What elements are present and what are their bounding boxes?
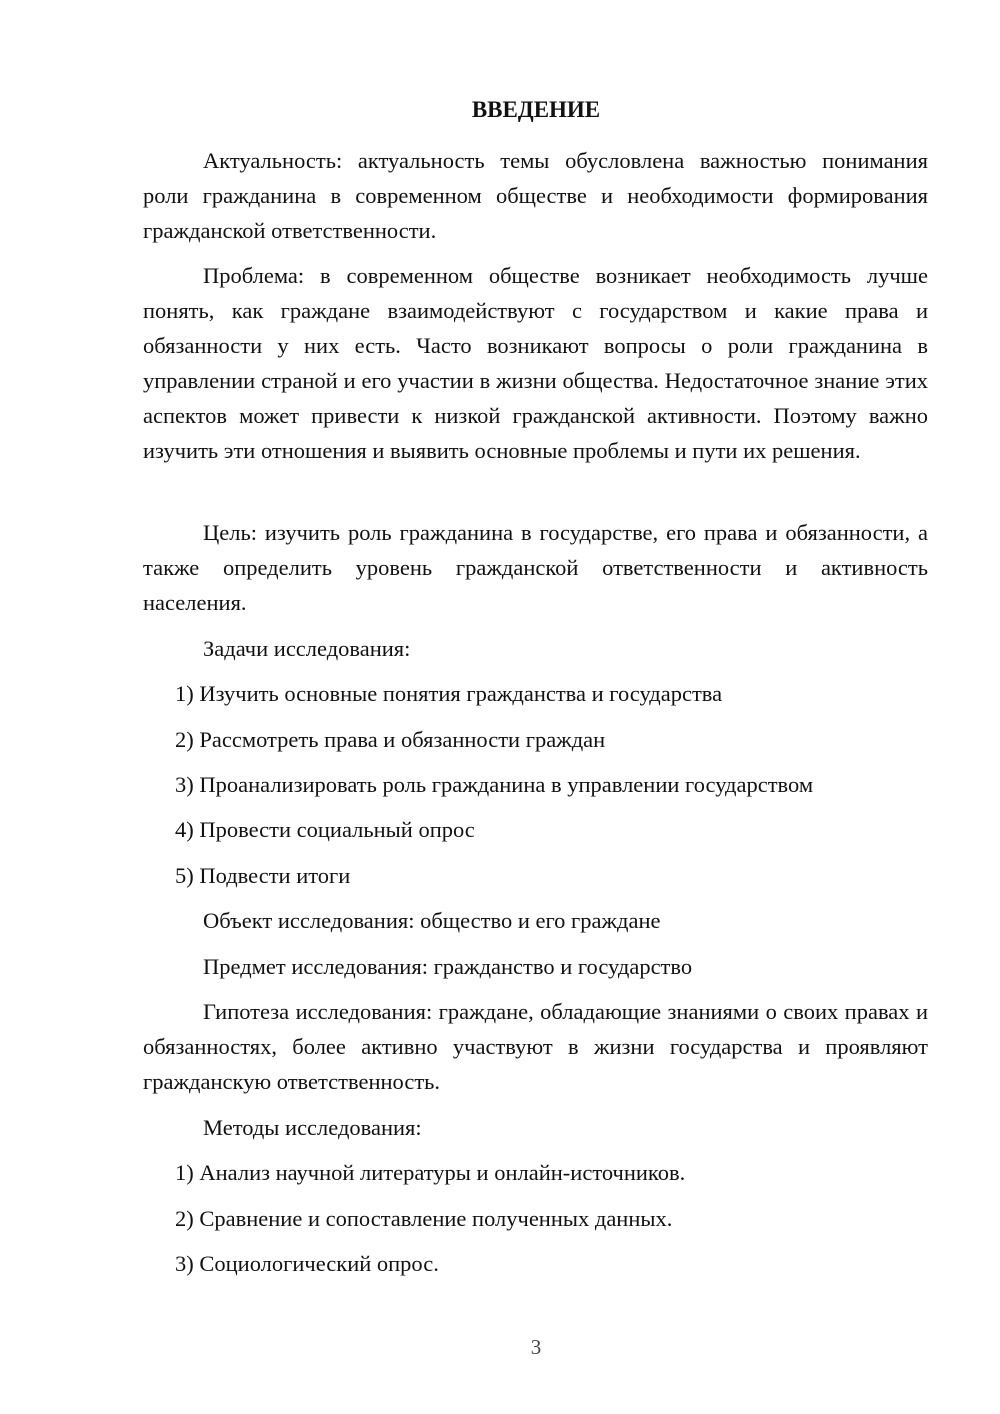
task-item: 2) Рассмотреть права и обязанности граждан [175, 727, 606, 752]
method-item: 2) Сравнение и сопоставление полученных данных. [175, 1206, 673, 1231]
page-number: 3 [530, 1335, 542, 1359]
task-item: 3) Проанализировать роль гражданина в управлении государством [175, 772, 814, 797]
relevance-paragraph: Актуальность: актуальность темы обусловлена важностью понимания роли гражданина в современном обществе и необходимости формирования гражданской ответственности. [143, 148, 928, 243]
task-item: 5) Подвести итоги [175, 863, 351, 888]
research-object: Объект исследования: общество и его граждане [203, 908, 661, 933]
page-title: ВВЕДЕНИЕ [471, 97, 601, 122]
method-item: 1) Анализ научной литературы и онлайн-источников. [175, 1160, 686, 1185]
task-item: 4) Провести социальный опрос [175, 817, 475, 842]
hypothesis-paragraph: Гипотеза исследования: граждане, обладающие знаниями о своих правах и обязанностях, более активно участвуют в жизни государства и проявляют гражданскую ответственность. [143, 999, 928, 1094]
research-subject: Предмет исследования: гражданство и государство [203, 954, 693, 979]
task-item: 1) Изучить основные понятия гражданства и государства [175, 681, 723, 706]
tasks-heading: Задачи исследования: [203, 636, 411, 661]
goal-paragraph: Цель: изучить роль гражданина в государстве, его права и обязанности, а также определить уровень гражданской ответственности и активность населения. [143, 520, 928, 615]
methods-heading: Методы исследования: [203, 1115, 422, 1140]
method-item: 3) Социологический опрос. [175, 1251, 439, 1276]
problem-paragraph: Проблема: в современном обществе возникает необходимость лучше понять, как граждане взаимодействуют с государством и какие права и обязанности у них есть. Часто возникают вопросы о роли гражданина в управлении страной и его участии в жизни общества. Недостаточное знание этих аспектов может привести к низкой гражданской активности. Поэтому важно изучить эти отношения и выявить основные проблемы и пути их решения. [143, 263, 928, 463]
